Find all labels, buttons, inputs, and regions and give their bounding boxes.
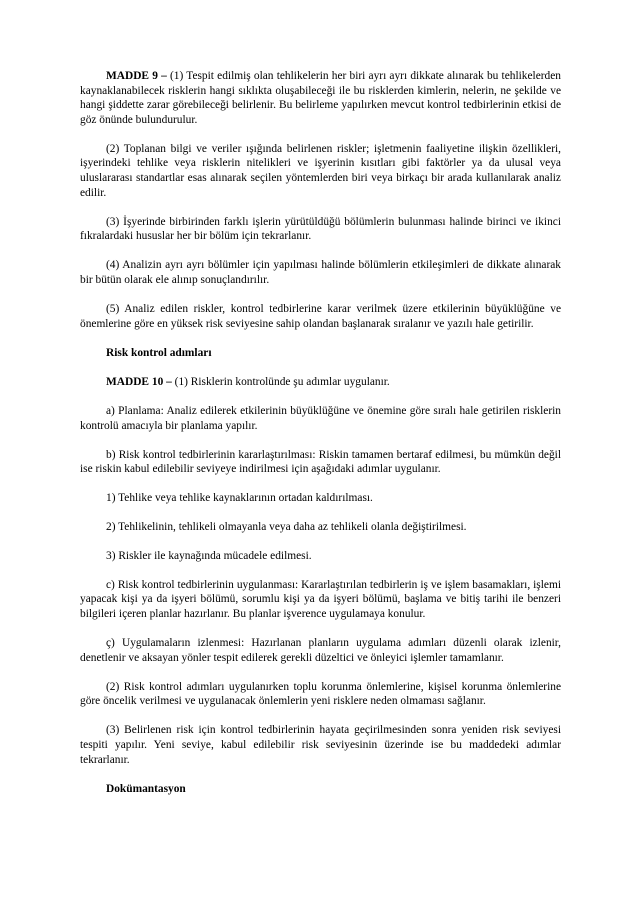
- madde-10-paragraph-1: [80, 375, 561, 390]
- substep-2: 2) Tehlikelinin, tehlikeli olmayanla veya daha az tehlikeli olanla değiştirilmesi.: [106, 521, 467, 534]
- madde-10-paragraph-3: (3) Belirlenen risk için kontrol tedbirlerinin hayata geçirilmesinden sonra yeniden risk seviyesi tespiti yapılır. Yeni seviye, kabul edilebilir risk seviyesinin üzerinde ise bu maddedeki adımlar tekrarlanır.: [80, 724, 561, 766]
- madde-9-paragraph-3: (3) İşyerinde birbirinden farklı işlerin yürütüldüğü bölümlerin bulunması halinde birinci ve ikinci fıkralardaki hususlar her bir bölüm için tekrarlanır.: [80, 215, 561, 243]
- madde-9-paragraph-4: (4) Analizin ayrı ayrı bölümler için yapılması halinde bölümlerin etkileşimleri de dikkate alınarak bir bütün olarak ele alınıp sonuçlandırılır.: [80, 259, 561, 287]
- document-page: [80, 69, 561, 811]
- step-c-cedilla-monitoring: ç) Uygulamaların izlenmesi: Hazırlanan planların uygulama adımları düzenli olarak izlenir, denetlenir ve aksayan yönler tespit edilerek gerekli düzeltici ve önleyici işlemler tamamlanır.: [80, 637, 561, 664]
- step-c-implementation: c) Risk kontrol tedbirlerinin uygulanması: Kararlaştırılan tedbirlerin iş ve işlem basamakları, işlemi yapacak kişi ya da işyeri bölümü, sorumlu kişi ya da işyeri bölümü, başlama ve bitiş tarihi ile benzeri bilgileri içeren planlar hazırlanır. Bu planlar işverence uygulamaya konulur.: [80, 578, 561, 620]
- madde-9-paragraph-2: (2) Toplanan bilgi ve veriler ışığında belirlenen riskler; işletmenin faaliyetine ilişkin özellikleri, işyerindeki tehlike veya risklerin nitelikleri ve işyerinin kısıtları gibi faktörler ya da ulusal veya uluslararası standartlar esas alınarak seçilen yöntemlerden biri veya birkaçı bir arada kullanılarak analiz edilir.: [80, 142, 561, 199]
- madde-10-paragraph-2: (2) Risk kontrol adımları uygulanırken toplu korunma önlemlerine, kişisel korunma önlemlerine göre öncelik verilmesi ve uygulanacak önlemlerin yeni risklere neden olmaması sağlanır.: [80, 680, 561, 708]
- madde-9-text: (1) Tespit edilmiş olan tehlikelerin her biri ayrı ayrı dikkate alınarak bu tehlikelerden kaynaklanabilecek risklerin hangi sıklıkta oluşabileceği ile bu risklerden kimlerin, nelerin, ne şekilde ve hangi şiddette zarar görebileceği belirlenir. Bu belirleme yapılırken mevcut kontrol tedbirlerinin etkisi de göz önünde bulundurulur.: [80, 70, 561, 126]
- risk-control-heading: Risk kontrol adımları: [106, 346, 212, 359]
- step-a-planning: a) Planlama: Analiz edilerek etkilerinin büyüklüğüne ve önemine göre sıralı hale getirilen risklerin kontrolü amacıyla bir planlama yapılır.: [80, 405, 561, 432]
- madde-10-lead: MADDE 10 –: [106, 375, 172, 388]
- madde-9-paragraph-1: [80, 69, 561, 127]
- madde-9-paragraph-5: (5) Analiz edilen riskler, kontrol tedbirlerine karar verilmek üzere etkilerinin büyüklüğüne ve önemlerine göre en yüksek risk seviyesine sahip olandan başlanarak sıralanır ve yazılı hale getirilir.: [80, 303, 561, 330]
- madde-10-text: (1) Risklerin kontrolünde şu adımlar uygulanır.: [171, 375, 390, 388]
- substep-1: 1) Tehlike veya tehlike kaynaklarının ortadan kaldırılması.: [106, 492, 373, 505]
- substep-3: 3) Riskler ile kaynağında mücadele edilmesi.: [106, 549, 312, 562]
- madde-9-lead: MADDE 9 –: [106, 70, 167, 82]
- step-b-decision: b) Risk kontrol tedbirlerinin kararlaştırılması: Riskin tamamen bertaraf edilmesi, bu mümkün değil ise riskin kabul edilebilir seviyeye indirilmesi için aşağıdaki adımlar uygulanır.: [80, 448, 561, 476]
- documentation-heading: Dokümantasyon: [106, 782, 186, 795]
